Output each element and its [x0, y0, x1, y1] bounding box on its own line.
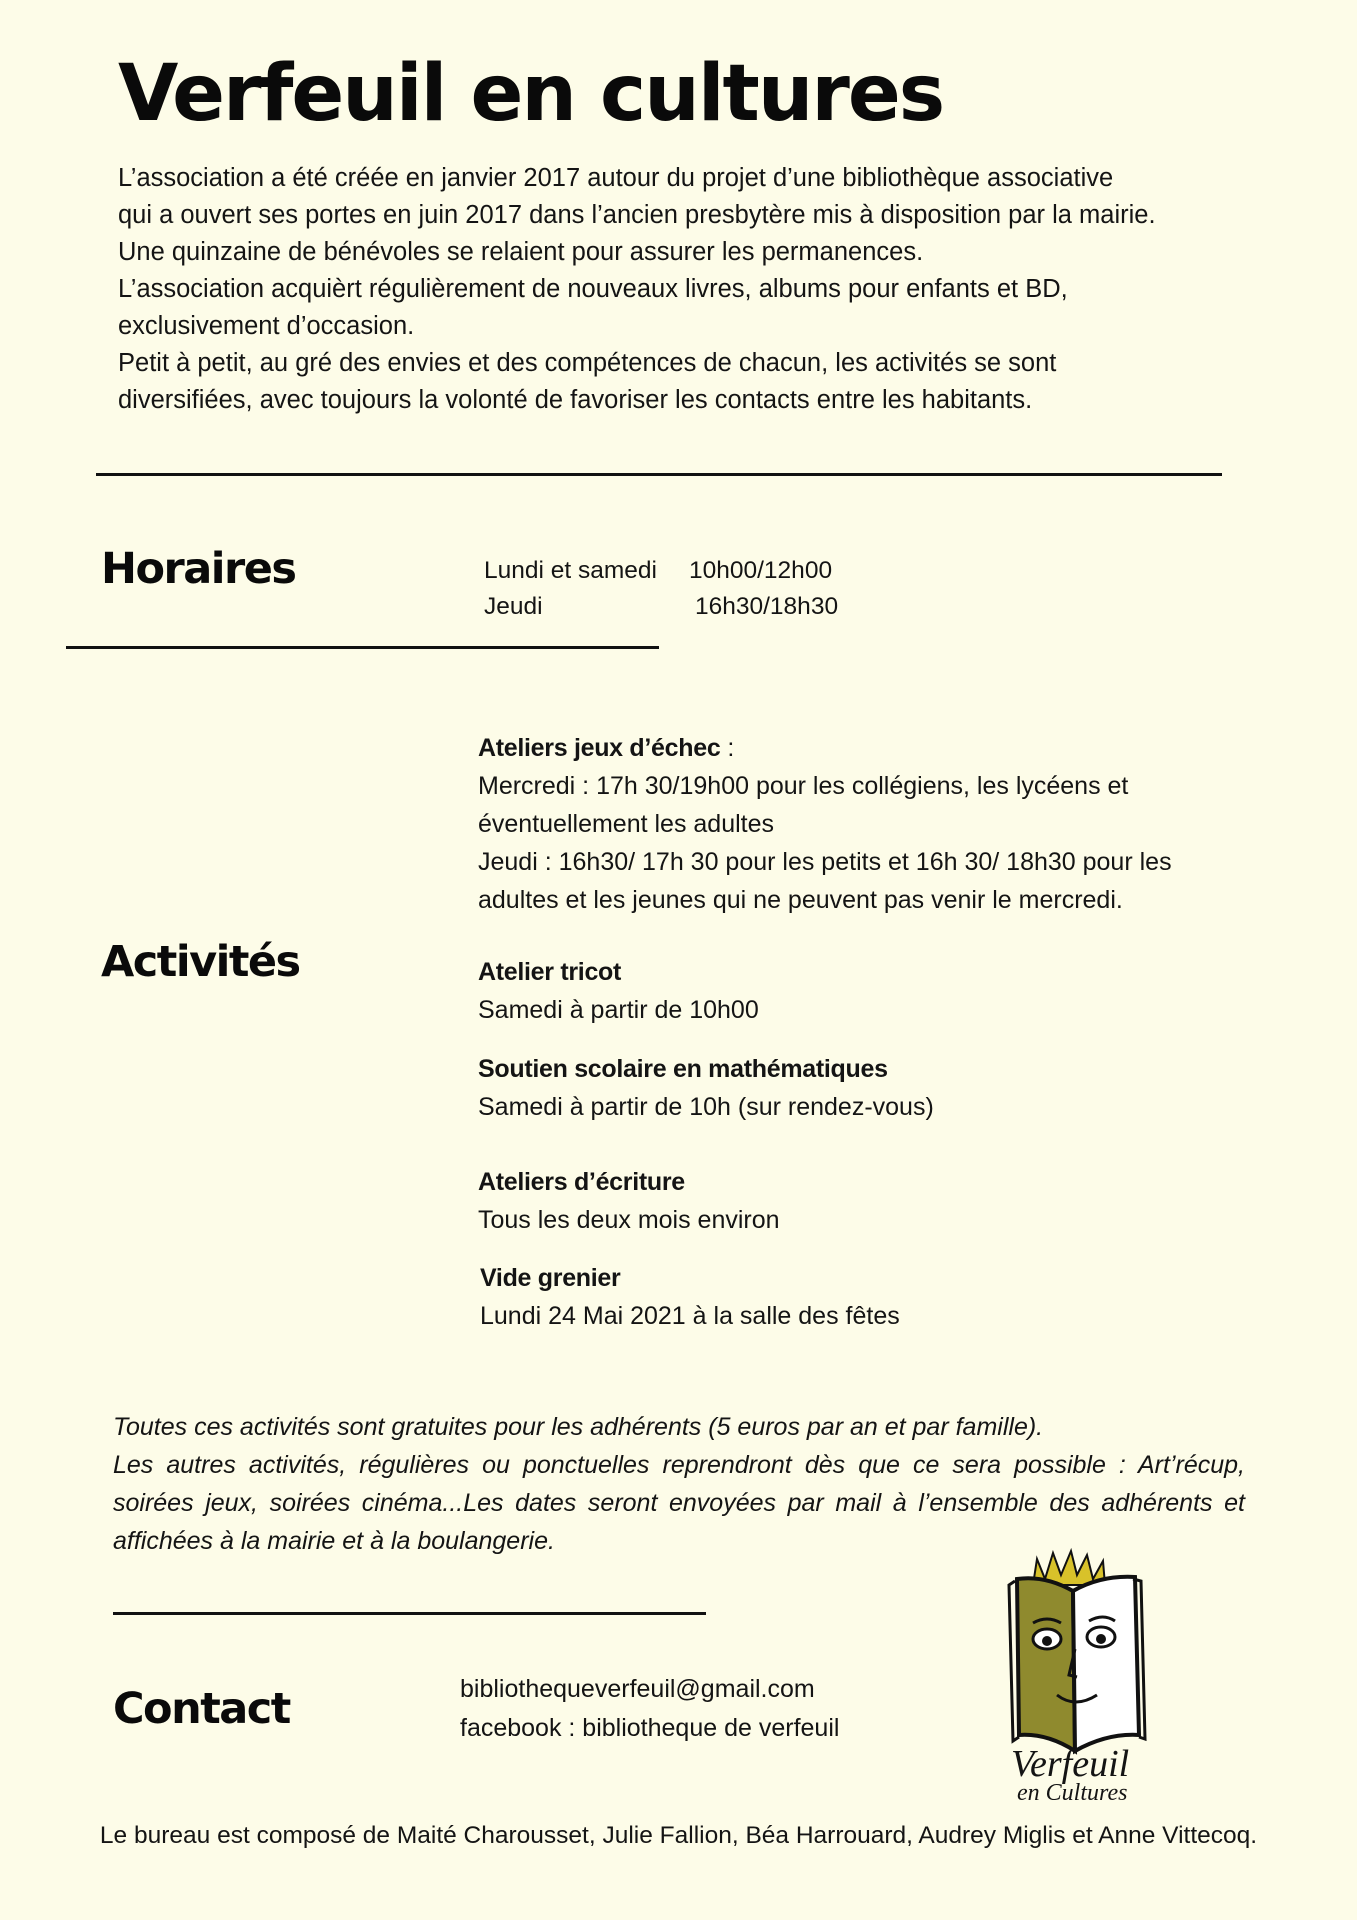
activity-vide-grenier — [480, 1259, 1240, 1335]
contact-heading: Contact — [113, 1684, 290, 1734]
divider — [66, 646, 659, 649]
activity-line: Samedi à partir de 10h (sur rendez-vous) — [478, 1093, 934, 1121]
horaires-row — [484, 589, 838, 625]
divider — [113, 1612, 706, 1615]
activity-line: Samedi à partir de 10h00 — [478, 996, 759, 1024]
activity-title: Atelier tricot — [478, 958, 622, 986]
bureau-members: Le bureau est composé de Maité Charousset, Julie Fallion, Béa Harrouard, Audrey Miglis et Anne Vittecoq. — [99, 1822, 1258, 1849]
verfeuil-logo — [975, 1545, 1180, 1815]
activity-line: Jeudi : 16h30/ 17h 30 pour les petits et 16h 30/ 18h30 pour les — [478, 848, 1172, 876]
horaires-day: Lundi et samedi — [484, 557, 657, 584]
horaires-table — [484, 553, 838, 625]
activity-title-suffix: : — [720, 734, 735, 762]
activites-heading: Activités — [101, 937, 300, 987]
note-line: Toutes ces activités sont gratuites pour les adhérents (5 euros par an et par famille). — [113, 1413, 1044, 1441]
page-title: Verfeuil en cultures — [118, 49, 944, 139]
logo-text-line1: Verfeuil — [1011, 1743, 1130, 1785]
intro-line: L’association a été créée en janvier 2017 autour du projet d’une bibliothèque associative — [118, 164, 1114, 192]
intro-line: qui a ouvert ses portes en juin 2017 dans l’ancien presbytère mis à disposition par la mairie. — [118, 201, 1156, 229]
activity-title: Ateliers jeux d’échec — [478, 734, 721, 762]
horaires-day: Jeudi — [484, 593, 543, 620]
activity-line: Tous les deux mois environ — [478, 1206, 780, 1234]
intro-line: Petit à petit, au gré des envies et des compétences de chacun, les activités se sont — [118, 349, 1057, 377]
contact-facebook[interactable]: facebook : bibliotheque de verfeuil — [460, 1714, 840, 1742]
activity-line: Lundi 24 Mai 2021 à la salle des fêtes — [480, 1302, 900, 1330]
horaires-time: 10h00/12h00 — [689, 557, 833, 584]
activity-line: adultes et les jeunes qui ne peuvent pas venir le mercredi. — [478, 886, 1123, 914]
activity-ecriture — [478, 1163, 1238, 1239]
adherents-note — [113, 1408, 1245, 1560]
contact-email[interactable]: bibliotheque​verfeuil@gmail.com — [460, 1675, 815, 1703]
activity-title: Soutien scolaire en mathématiques — [478, 1055, 888, 1083]
activity-line: Mercredi : 17h 30/19h00 pour les collégiens, les lycéens et — [478, 772, 1129, 800]
logo-text-line2: en Cultures — [1017, 1780, 1128, 1806]
intro-line: exclusivement d’occasion. — [118, 312, 415, 340]
activity-title: Ateliers d’écriture — [478, 1168, 685, 1196]
intro-line: diversifiées, avec toujours la volonté de favoriser les contacts entre les habitants. — [118, 386, 1033, 414]
intro-line: L’association acquièrt régulièrement de nouveaux livres, albums pour enfants et BD, — [118, 275, 1068, 303]
divider — [96, 473, 1222, 476]
horaires-heading: Horaires — [101, 544, 296, 594]
activity-tricot — [478, 953, 1238, 1029]
activity-soutien — [478, 1050, 1238, 1126]
horaires-time: 16h30/18h30 — [695, 593, 839, 620]
activity-chess — [478, 729, 1238, 919]
activity-title: Vide grenier — [480, 1264, 621, 1292]
activity-line: éventuellement les adultes — [478, 810, 775, 838]
intro-line: Une quinzaine de bénévoles se relaient pour assurer les permanences. — [118, 238, 924, 266]
contact-info — [460, 1670, 839, 1748]
horaires-row — [484, 553, 838, 589]
note-paragraph: Les autres activités, régulières ou ponctuelles reprendront dès que ce sera possible : Art’récup, soirées jeux, soirées cinéma...Les dates seront envoyées par mail à l’ensemble des adhérents et affichées à la mairie et à la boulangerie. — [113, 1451, 1245, 1555]
intro-paragraph — [118, 160, 1278, 419]
